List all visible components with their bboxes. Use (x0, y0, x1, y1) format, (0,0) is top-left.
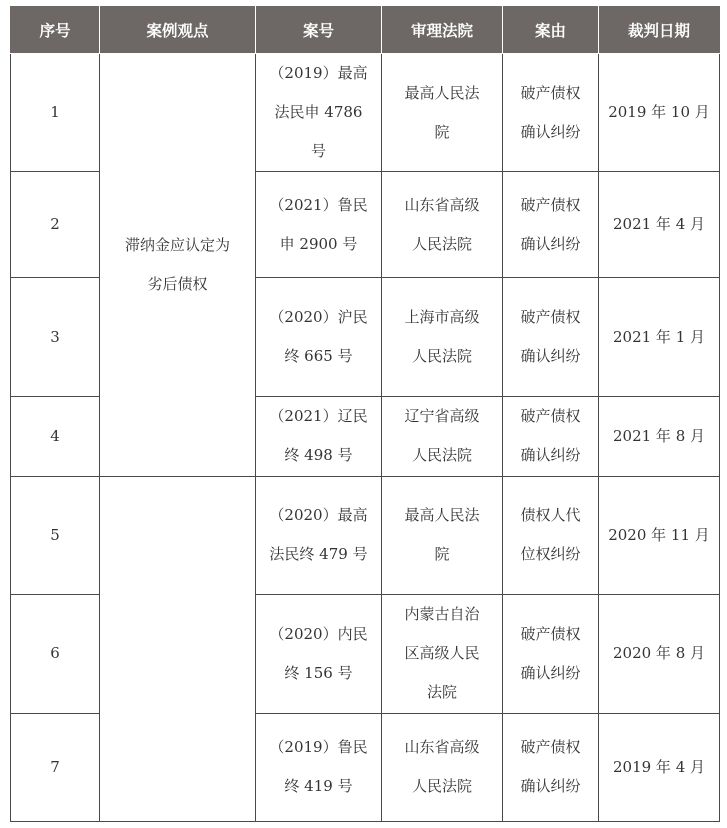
case-number-cell (256, 713, 382, 821)
case-number-line: （2021）辽民 (269, 407, 368, 426)
cause-line: 确认纠纷 (520, 777, 581, 796)
cause-cell (503, 594, 599, 713)
table-row (11, 54, 720, 172)
case-number-cell (256, 594, 382, 713)
viewpoint-text-line: 劣后债权 (147, 274, 208, 293)
cause-cell (503, 278, 599, 397)
header-cell-date: 裁判日期 (599, 6, 720, 54)
row-number: 4 (11, 397, 100, 476)
court-line: 上海市高级 (404, 308, 480, 327)
case-table (10, 6, 720, 822)
date-cell: 2021 年 8 月 (599, 397, 720, 476)
header-cell-no: 序号 (11, 6, 100, 54)
case-number-line: 法民申 4786 (274, 103, 363, 122)
cause-line: 确认纠纷 (520, 347, 581, 366)
case-number-line: 终 498 号 (284, 446, 353, 465)
court-line: 法院 (426, 683, 457, 702)
court-line: 人民法院 (411, 347, 472, 366)
court-cell (382, 397, 503, 476)
cause-line: 确认纠纷 (520, 446, 581, 465)
cause-line: 破产债权 (520, 195, 581, 214)
cause-line: 破产债权 (520, 624, 581, 643)
cause-line: 确认纠纷 (520, 234, 581, 253)
row-number: 5 (11, 476, 100, 594)
court-line: 人民法院 (411, 777, 472, 796)
header-cell-court: 审理法院 (382, 6, 503, 54)
row-number: 6 (11, 594, 100, 713)
row-number: 1 (11, 54, 100, 172)
case-number-line: 终 665 号 (284, 347, 353, 366)
case-number-cell (256, 54, 382, 172)
cause-cell (503, 54, 599, 172)
court-cell (382, 278, 503, 397)
cause-cell (503, 476, 599, 594)
court-cell (382, 594, 503, 713)
court-cell (382, 172, 503, 278)
date-cell: 2019 年 10 月 (599, 54, 720, 172)
court-line: 人民法院 (411, 446, 472, 465)
court-cell (382, 476, 503, 594)
cause-line: 破产债权 (520, 407, 581, 426)
case-number-line: 终 156 号 (284, 663, 353, 682)
cause-cell (503, 172, 599, 278)
court-line: 最高人民法 (404, 83, 480, 102)
court-cell (382, 54, 503, 172)
row-number: 3 (11, 278, 100, 397)
case-number-line: 法民终 479 号 (269, 545, 368, 564)
table-row (11, 476, 720, 594)
cause-line: 破产债权 (520, 738, 581, 757)
date-cell: 2021 年 4 月 (599, 172, 720, 278)
case-number-cell (256, 278, 382, 397)
court-line: 辽宁省高级 (404, 407, 480, 426)
court-line: 院 (434, 122, 450, 141)
case-number-line: 号 (310, 142, 326, 161)
viewpoint-text-line: 滞纳金应认定为 (124, 235, 230, 254)
header-cell-viewpoint: 案例观点 (100, 6, 256, 54)
cause-line: 破产债权 (520, 308, 581, 327)
case-number-cell (256, 172, 382, 278)
cause-line: 债权人代 (520, 506, 581, 525)
case-number-line: （2019）鲁民 (269, 738, 368, 757)
case-number-cell (256, 397, 382, 476)
viewpoint-cell (100, 476, 256, 822)
court-line: 山东省高级 (404, 195, 480, 214)
cause-line: 位权纠纷 (520, 545, 581, 564)
cause-line: 破产债权 (520, 83, 581, 102)
date-cell: 2019 年 4 月 (599, 713, 720, 821)
row-number: 7 (11, 713, 100, 821)
case-number-cell (256, 476, 382, 594)
row-number: 2 (11, 172, 100, 278)
cause-line: 确认纠纷 (520, 663, 581, 682)
court-line: 最高人民法 (404, 506, 480, 525)
court-cell (382, 713, 503, 821)
cause-cell (503, 713, 599, 821)
case-number-line: （2020）沪民 (269, 308, 368, 327)
case-number-line: （2019）最高 (269, 64, 368, 83)
court-line: 人民法院 (411, 234, 472, 253)
date-cell: 2020 年 11 月 (599, 476, 720, 594)
header-cell-case-no: 案号 (256, 6, 382, 54)
date-cell: 2021 年 1 月 (599, 278, 720, 397)
case-number-line: 申 2900 号 (279, 234, 358, 253)
court-line: 区高级人民 (404, 644, 480, 663)
viewpoint-cell (100, 54, 256, 477)
header-cell-cause: 案由 (503, 6, 599, 54)
case-number-line: （2021）鲁民 (269, 195, 368, 214)
case-number-line: （2020）最高 (269, 506, 368, 525)
court-line: 院 (434, 545, 450, 564)
date-cell: 2020 年 8 月 (599, 594, 720, 713)
cause-line: 确认纠纷 (520, 122, 581, 141)
header-row (11, 6, 720, 54)
court-line: 山东省高级 (404, 738, 480, 757)
case-number-line: 终 419 号 (284, 777, 353, 796)
cause-cell (503, 397, 599, 476)
court-line: 内蒙古自治 (404, 605, 480, 624)
case-number-line: （2020）内民 (269, 624, 368, 643)
